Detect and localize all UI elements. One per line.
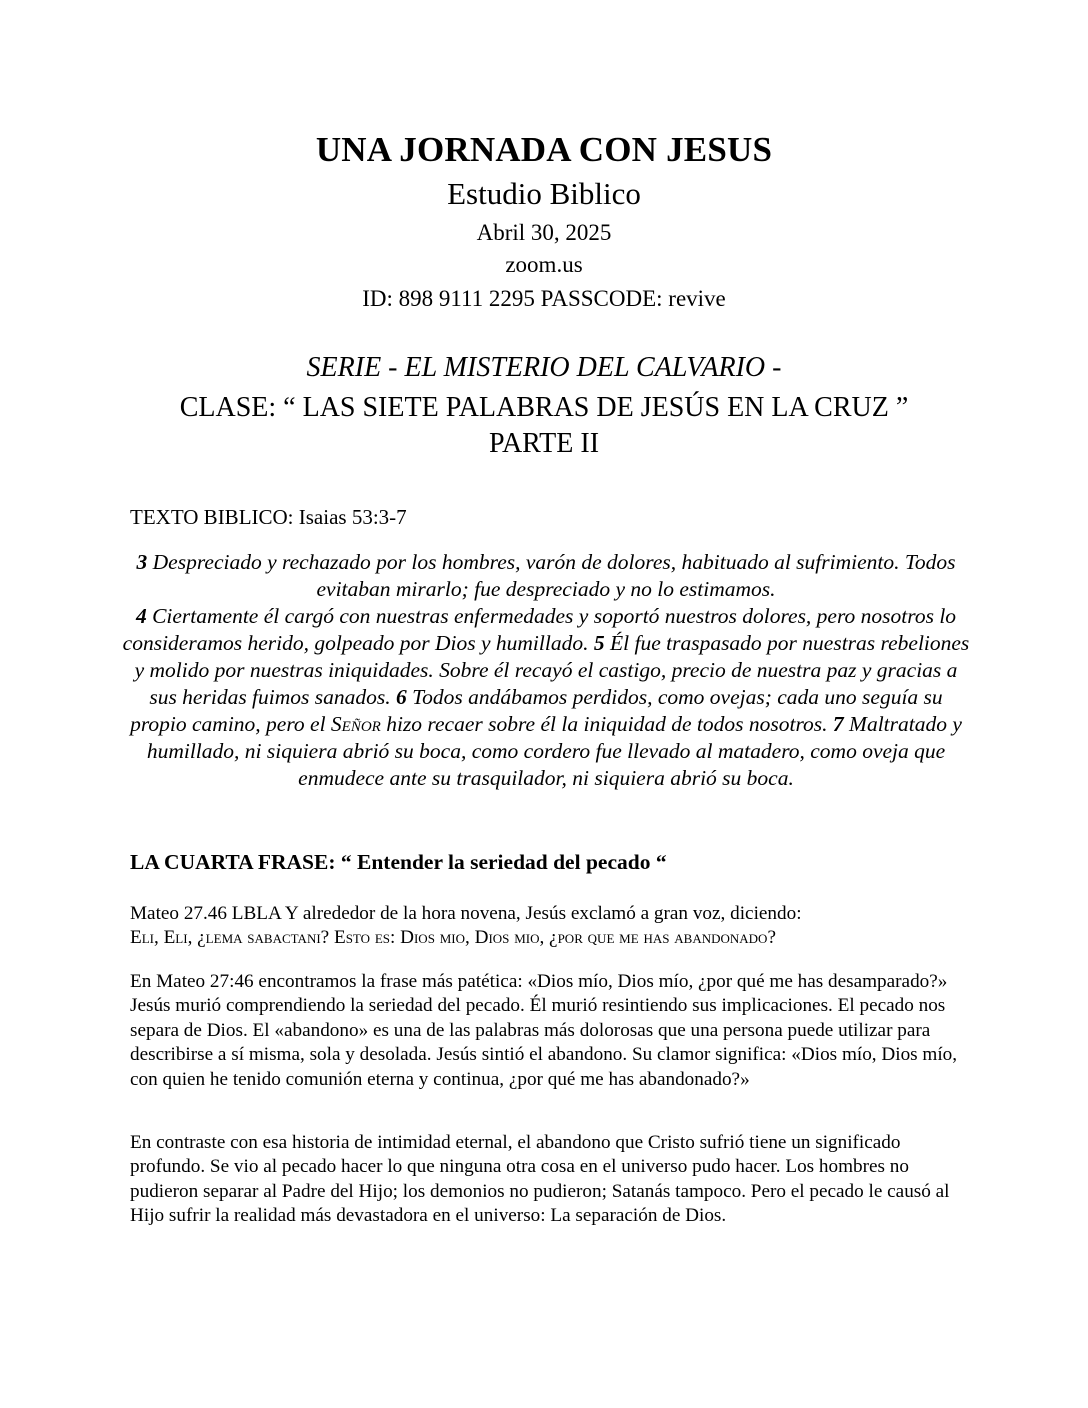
- verse-text: Maltratado y humillado, ni siquiera abrió su boca, como cordero fue llevado al matadero, como oveja que enmudece ante su trasquilador, ni siquiera abrió su boca.: [146, 712, 962, 790]
- verse-number: 7: [832, 712, 844, 736]
- paragraph-text: En Mateo 27:46 encontramos la frase más patética: «Dios mío, Dios mío, ¿por qué me has desamparado?» Jesús murió comprendiendo la seriedad del pecado. Él murió resintiendo sus implicaciones. El pecado nos separa de Dios. El «abandono» es una de las palabras más dolorosas que una persona puede utilizar para describirse a sí misma, sola y desolada. Jesús sintió el abandono. Su clamor significa: «Dios mío, Dios mío, con quien he tenido comunión eterna y continua, ¿por qué me has abandonado?»: [130, 971, 958, 1090]
- verse-number: 6: [396, 685, 407, 709]
- verse-number: 3: [136, 550, 148, 574]
- lord-small-caps: Señor: [330, 712, 381, 736]
- body-paragraph: [130, 1131, 970, 1229]
- series-title: SERIE - EL MISTERIO DEL CALVARIO -: [306, 352, 782, 383]
- verse-number: 5: [593, 631, 605, 655]
- verse-intro: Mateo 27.46 LBLA Y alrededor de la hora novena, Jesús exclamó a gran voz, diciendo:: [130, 903, 802, 924]
- verse-text: Él fue traspasado por nuestras rebeliones y molido por nuestras iniquidades. Sobre él recayó el castigo, precio de nuestra paz y gracias a sus heridas fuimos sanados.: [134, 631, 970, 709]
- meeting-credentials: ID: 898 9111 2295 PASSCODE: revive: [362, 286, 726, 311]
- section-heading: LA CUARTA FRASE: “ Entender la seriedad del pecado “: [130, 850, 667, 874]
- verse-text: hizo recaer sobre él la iniquidad de todos nosotros.: [380, 712, 833, 736]
- verse-text: Todos andábamos perdidos, como ovejas; cada uno seguía su propio camino, pero el: [130, 685, 943, 736]
- scripture-passage: [120, 549, 972, 792]
- verse-number: 4: [135, 604, 147, 628]
- class-title: CLASE: “ LAS SIETE PALABRAS DE JESÚS EN LA CRUZ ”: [179, 392, 909, 423]
- body-paragraph: [130, 970, 970, 1092]
- verse-quote: Eli, Eli, ¿lema sabactani? Esto es: Dios mio, Dios mio, ¿por que me has abandonado?: [130, 927, 776, 949]
- paragraph-text: En contraste con esa historia de intimidad eternal, el abandono que Cristo sufrió tiene un significado profundo. Se vio al pecado hacer lo que ninguna otra cosa en el universo pudo hacer. Los hombres no pudieron separar al Padre del Hijo; los demonios no pudieron; Satanás tampoco. Pero el pecado le causó al Hijo sufrir la realidad más devastadora en el universo: La separación de Dios.: [130, 1132, 950, 1227]
- verse-text: Ciertamente él cargó con nuestras enfermedades y soportó nuestros dolores, pero nosotros lo consideramos herido, golpeado por Dios y humillado.: [122, 604, 957, 655]
- biblical-text-reference: TEXTO BIBLICO: Isaias 53:3-7: [130, 505, 407, 529]
- meeting-site: zoom.us: [505, 252, 583, 277]
- verse-text: Despreciado y rechazado por los hombres, varón de dolores, habituado al sufrimiento. Todos evitaban mirarlo; fue despreciado y no lo estimamos.: [147, 550, 956, 601]
- matthew-verse-block: [130, 902, 970, 951]
- part-label: PARTE II: [488, 428, 600, 459]
- document-title: UNA JORNADA CON JESUS: [315, 130, 773, 169]
- document-subtitle: Estudio Biblico: [447, 176, 641, 211]
- study-date: Abril 30, 2025: [476, 220, 612, 245]
